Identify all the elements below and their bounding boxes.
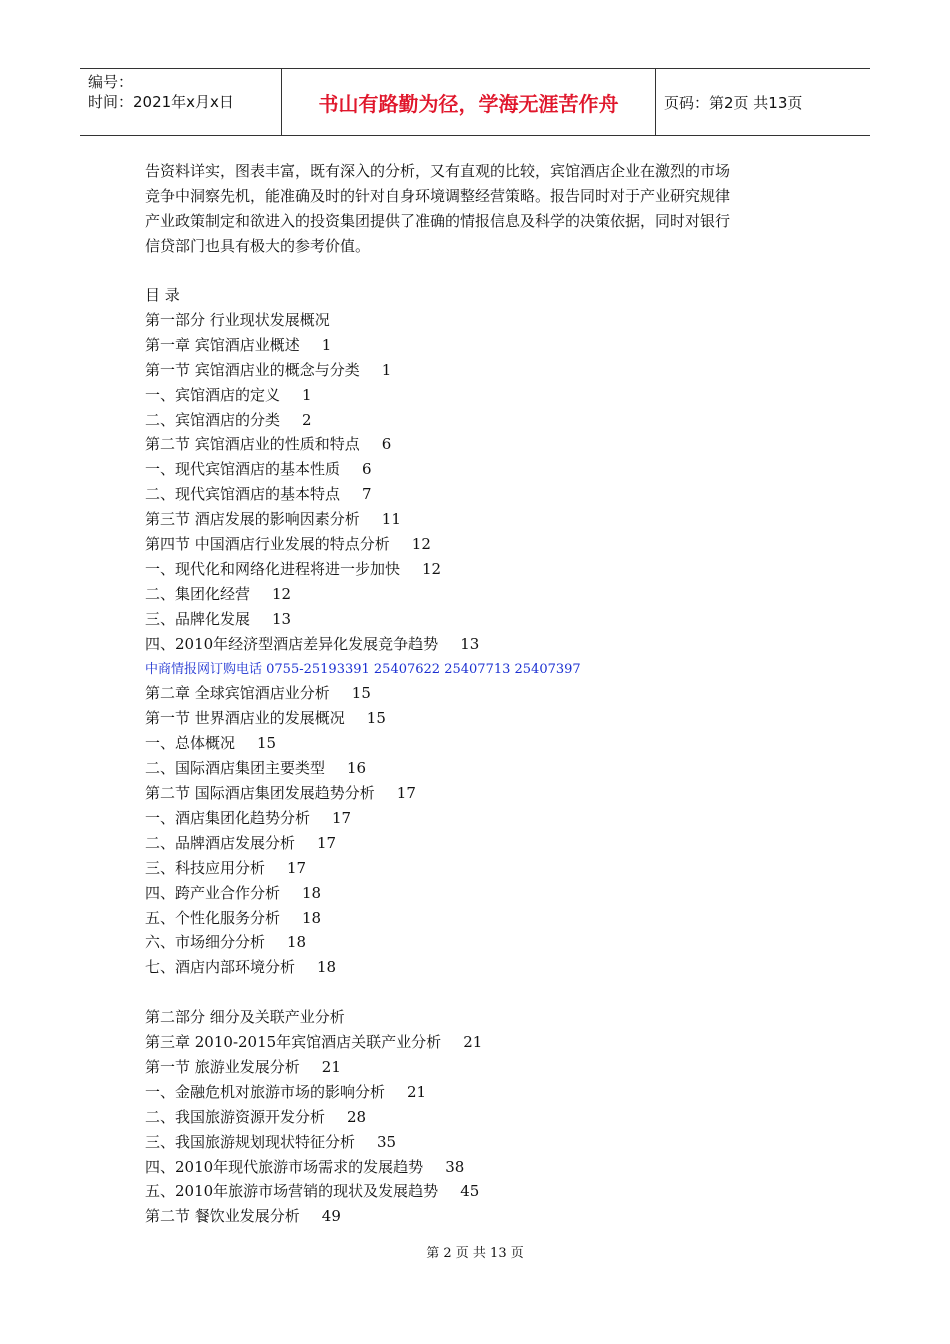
toc-entry	[145, 532, 431, 557]
toc-entry-title: 中商情报网订购电话 0755-25193391 25407622 25407713 25407397	[145, 661, 581, 677]
toc-entry-title: 二、宾馆酒店的分类	[145, 410, 281, 429]
toc-entry-page-number: 15	[257, 734, 277, 753]
toc-entry-page-number: 21	[407, 1082, 427, 1101]
toc-entry-title: 一、酒店集团化趋势分析	[145, 808, 311, 827]
toc-entry	[145, 482, 372, 507]
header-left-cell	[80, 69, 282, 135]
header-motto: 书山有路勤为径，学海无涯苦作舟	[318, 92, 619, 116]
toc-entry-title: 三、品牌化发展	[145, 609, 251, 628]
toc-entry-page-number: 2	[302, 410, 312, 429]
toc-entry-title: 三、科技应用分析	[145, 858, 266, 877]
page-footer: 第 2 页 共 13 页	[426, 1246, 524, 1261]
toc-entry	[145, 507, 401, 532]
toc-entry-page-number: 1	[302, 385, 312, 404]
toc-entry	[145, 607, 291, 632]
toc-entry	[145, 706, 386, 731]
toc-entry-title: 第二节 国际酒店集团发展趋势分析	[145, 784, 375, 802]
toc-entry	[145, 358, 391, 383]
toc-entry-page-number: 1	[321, 335, 332, 354]
toc-entry	[145, 582, 291, 607]
toc-entry-title: 目 录	[145, 286, 180, 304]
header-page-info: 页码：第2页 共13页	[664, 94, 803, 112]
toc-entry-title: 五、个性化服务分析	[145, 908, 281, 927]
toc-entry-title: 二、现代宾馆酒店的基本特点	[145, 485, 341, 504]
toc-entry	[145, 657, 581, 682]
toc-entry-title: 第三章 2010-2015年宾馆酒店关联产业分析	[145, 1033, 442, 1051]
toc-entry	[145, 1204, 341, 1229]
toc-entry	[145, 1080, 426, 1105]
toc-entry-page-number: 7	[362, 485, 372, 504]
toc-entry-title: 二、集团化经营	[145, 584, 251, 603]
toc-entry-page-number: 15	[366, 709, 386, 728]
toc-entry	[145, 881, 321, 906]
toc-entry-page-number: 17	[396, 784, 416, 802]
toc-entry	[145, 308, 330, 333]
toc-entry	[145, 806, 351, 831]
toc-entry-title: 四、跨产业合作分析	[145, 883, 281, 902]
toc-entry-title: 第一章 宾馆酒店业概述	[145, 335, 300, 354]
toc-entry-page-number: 6	[381, 435, 392, 454]
toc-entry-page-number: 21	[463, 1033, 483, 1051]
toc-entry	[145, 408, 312, 433]
toc-entry-page-number: 15	[351, 684, 371, 703]
toc-entry-title: 一、现代宾馆酒店的基本性质	[145, 460, 341, 479]
toc-entry	[145, 831, 336, 856]
toc-entry	[145, 955, 336, 980]
toc-entry-title: 一、宾馆酒店的定义	[145, 385, 281, 404]
toc-entry	[145, 1130, 396, 1155]
toc-entry-title: 四、2010年经济型酒店差异化发展竞争趋势	[145, 634, 439, 653]
toc-entry-title: 二、品牌酒店发展分析	[145, 833, 296, 852]
toc-entry-page-number: 17	[317, 833, 337, 852]
toc-entry-title: 三、我国旅游规划现状特征分析	[145, 1132, 356, 1151]
toc-entry-page-number: 12	[272, 584, 292, 603]
toc-entry	[145, 632, 479, 657]
toc-entry	[145, 1179, 479, 1204]
page-header	[80, 68, 870, 136]
intro-line: 竞争中洞察先机，能准确及时的针对自身环境调整经营策略。报告同时对于产业研究规律	[145, 187, 731, 205]
toc-entry	[145, 457, 372, 482]
toc-entry-page-number: 18	[302, 883, 322, 902]
toc-entry-title: 一、金融危机对旅游市场的影响分析	[145, 1082, 386, 1101]
toc-entry-page-number: 38	[445, 1157, 465, 1176]
toc-entry-page-number: 18	[287, 933, 307, 952]
toc-entry	[145, 1055, 341, 1080]
toc-entry-page-number: 13	[272, 609, 292, 628]
toc-entry	[145, 333, 331, 358]
toc-entry-title: 二、国际酒店集团主要类型	[145, 759, 326, 778]
toc-entry-page-number: 35	[377, 1132, 397, 1151]
toc-entry-page-number: 17	[332, 808, 352, 827]
toc-entry-title: 第二节 宾馆酒店业的性质和特点	[145, 435, 360, 454]
toc-entry-title: 六、市场细分分析	[145, 933, 266, 952]
toc-entry	[145, 756, 366, 781]
toc-entry-page-number: 11	[381, 510, 401, 529]
toc-entry	[145, 383, 312, 408]
toc-entry-page-number: 21	[321, 1057, 341, 1076]
toc-entry-title: 第二章 全球宾馆酒店业分析	[145, 684, 330, 703]
toc-entry	[145, 731, 276, 756]
toc-entry	[145, 856, 306, 881]
toc-entry-title: 一、总体概况	[145, 734, 236, 753]
toc-entry-title: 第一节 世界酒店业的发展概况	[145, 709, 345, 728]
toc-entry-title: 第二节 餐饮业发展分析	[145, 1207, 300, 1226]
toc-entry-title: 第三节 酒店发展的影响因素分析	[145, 510, 360, 529]
intro-line: 信贷部门也具有极大的参考价值。	[145, 237, 371, 255]
intro-line: 产业政策制定和欲进入的投资集团提供了准确的情报信息及科学的决策依据，同时对银行	[145, 212, 731, 230]
toc-entry-page-number: 16	[347, 759, 367, 778]
toc-entry-title: 第一节 旅游业发展分析	[145, 1057, 300, 1076]
toc-entry-title: 一、现代化和网络化进程将进一步加快	[145, 559, 401, 578]
toc-entry	[145, 432, 391, 457]
toc-entry	[145, 781, 416, 806]
header-right-cell	[656, 69, 870, 135]
toc-entry-page-number: 18	[317, 958, 337, 977]
toc-entry	[145, 557, 441, 582]
toc-entry-page-number: 13	[460, 634, 480, 653]
toc-entry-page-number: 17	[287, 858, 307, 877]
toc-entry-title: 第二部分 细分及关联产业分析	[145, 1008, 345, 1027]
header-middle-cell	[282, 69, 656, 135]
code-label: 编号：	[88, 73, 134, 91]
toc-entry-title: 二、我国旅游资源开发分析	[145, 1107, 326, 1126]
toc-entry	[145, 906, 321, 931]
intro-paragraph	[145, 159, 810, 259]
toc-entry	[145, 1005, 345, 1030]
toc-entry	[145, 681, 371, 706]
toc-entry-title: 第一节 宾馆酒店业的概念与分类	[145, 360, 360, 379]
toc-entry-page-number: 18	[302, 908, 322, 927]
toc-entry-page-number: 49	[321, 1207, 341, 1226]
toc-entry	[145, 1105, 366, 1130]
toc-entry-page-number: 28	[347, 1107, 367, 1126]
toc-entry-page-number: 12	[422, 559, 442, 578]
toc-entry-title: 四、2010年现代旅游市场需求的发展趋势	[145, 1157, 424, 1176]
toc-entry-page-number: 1	[381, 360, 392, 379]
toc-entry-title: 七、酒店内部环境分析	[145, 958, 296, 977]
toc-entry-page-number: 45	[460, 1182, 480, 1201]
toc-entry-title: 第四节 中国酒店行业发展的特点分析	[145, 535, 390, 553]
toc-entry	[145, 1155, 464, 1180]
toc-entry-page-number: 6	[362, 460, 372, 479]
toc-entry-page-number: 12	[411, 535, 431, 553]
toc-entry	[145, 283, 180, 308]
time-label: 时间：2021年x月x日	[88, 93, 234, 111]
toc-entry	[145, 1030, 482, 1055]
toc-entry-title: 第一部分 行业现状发展概况	[145, 310, 330, 329]
toc-entry-title: 五、2010年旅游市场营销的现状及发展趋势	[145, 1182, 439, 1201]
intro-line: 告资料详实，图表丰富，既有深入的分析，又有直观的比较，宾馆酒店企业在激烈的市场	[145, 162, 731, 180]
toc-entry	[145, 930, 306, 955]
